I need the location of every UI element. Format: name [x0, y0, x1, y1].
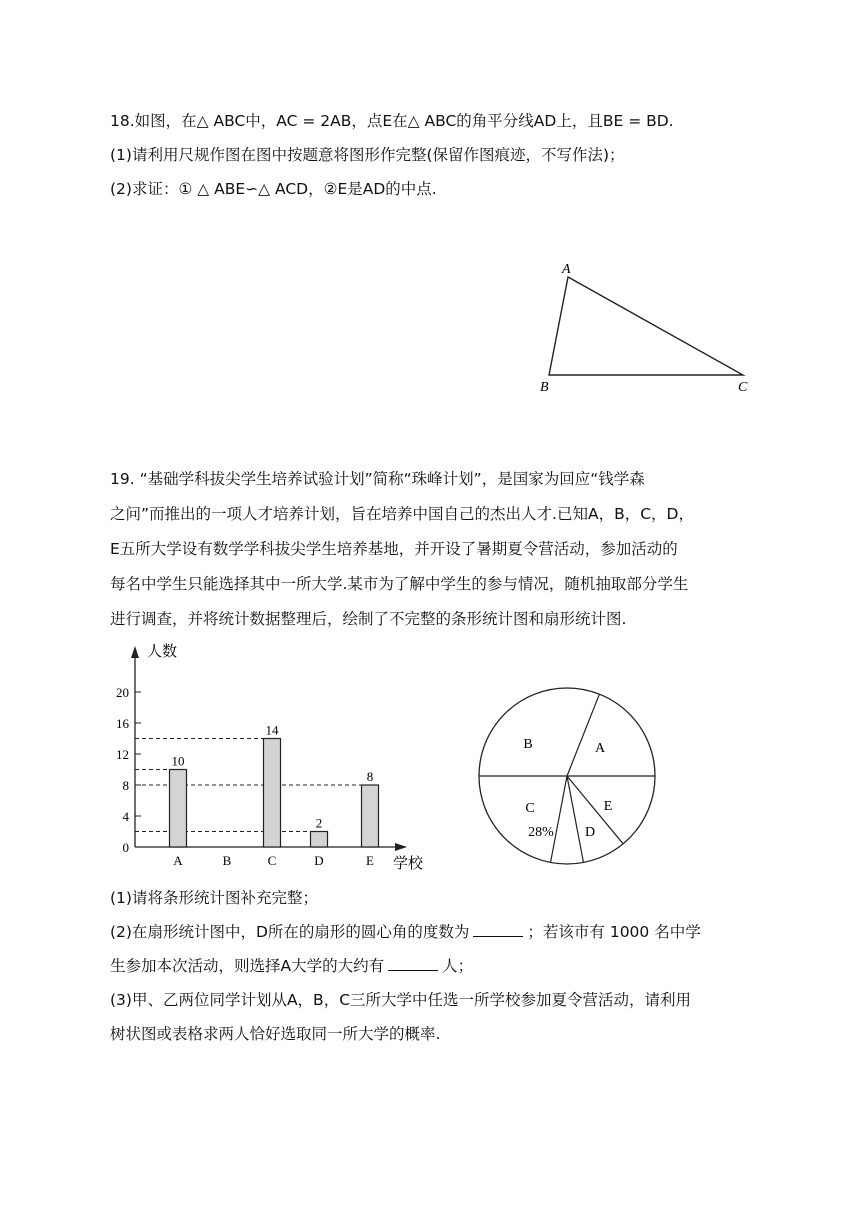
q18-line-2: (1)请利用尺规作图在图中按题意将图形作完整(保留作图痕迹，不写作法)； [110, 146, 625, 164]
y-tick-label: 8 [122, 778, 129, 793]
pie-slice-boundary [567, 694, 599, 776]
y-axis-label: 人数 [147, 644, 178, 660]
pie-slice-boundary [551, 776, 567, 862]
bar-d [311, 832, 328, 848]
bar-chart [105, 640, 435, 875]
bar-a [170, 770, 187, 848]
answer-blank-d-angle[interactable] [473, 922, 523, 937]
y-axis-arrow [131, 646, 139, 658]
q19-sub-2a: (2)在扇形统计图中，D所在的扇形的圆心角的度数为 [110, 923, 470, 941]
pie-label-b: B [523, 737, 533, 752]
q19-sub-2c: 生参加本次活动，则选择A大学的大约有 [110, 957, 385, 975]
category-label-c: C [267, 853, 277, 868]
label-a: A [562, 262, 571, 277]
pie-slice-boundary [567, 776, 583, 862]
x-axis-label: 学校 [393, 856, 424, 872]
bar-e [362, 785, 379, 847]
category-label-b: B [222, 853, 232, 868]
q19-line-5: 进行调查，并将统计数据整理后，绘制了不完整的条形统计图和扇形统计图. [110, 610, 627, 628]
y-tick-label: 0 [122, 840, 129, 855]
y-tick-label: 20 [116, 685, 129, 700]
pie-label-a: A [594, 741, 606, 756]
pie-label-d: D [584, 825, 596, 840]
q19-sub-2d: 人； [442, 957, 474, 975]
q19-sub-2-line-1 [110, 922, 701, 942]
category-label-d: D [314, 853, 324, 868]
q19-sub-2b: ；若该市有 1000 名中学 [527, 923, 701, 941]
data-label-d: 2 [315, 815, 323, 831]
label-b: B [540, 380, 549, 395]
category-label-a: A [173, 853, 183, 868]
q18-line-3: (2)求证：① △ ABE∽△ ACD，②E是AD的中点. [110, 180, 437, 198]
category-label-e: E [366, 853, 374, 868]
x-axis-arrow [395, 843, 407, 851]
pie-chart [470, 680, 670, 865]
q19-line-3: E五所大学设有数学学科拔尖学生培养基地，并开设了暑期夏令营活动，参加活动的 [110, 540, 678, 558]
q19-sub-3-line-1: (3)甲、乙两位同学计划从A，B，C三所大学中任选一所学校参加夏令营活动，请利用 [110, 991, 692, 1009]
triangle-abc [549, 277, 743, 375]
pie-label-c: C [525, 801, 535, 816]
bar-c [264, 739, 281, 848]
answer-blank-a-count[interactable] [388, 956, 438, 971]
y-tick-label: 16 [116, 716, 129, 731]
q19-line-4: 每名中学生只能选择其中一所大学.某市为了解中学生的参与情况，随机抽取部分学生 [110, 575, 689, 593]
pie-percent-c: 28% [528, 825, 554, 840]
q18-line-1: 18.如图，在△ ABC中，AC = 2AB，点E在△ ABC的角平分线AD上，且BE = BD. [110, 112, 674, 130]
data-label-c: 14 [265, 722, 279, 738]
triangle-figure [530, 255, 760, 400]
y-tick-label: 12 [116, 747, 129, 762]
y-tick-label: 4 [122, 809, 129, 824]
q19-sub-1: (1)请将条形统计图补充完整； [110, 889, 318, 907]
q19-sub-3-line-2: 树状图或表格求两人恰好选取同一所大学的概率. [110, 1025, 441, 1043]
q19-line-1: 19. “基础学科拔尖学生培养试验计划”简称“珠峰计划”，是国家为回应“钱学森 [110, 470, 645, 488]
data-label-e: 8 [366, 769, 374, 784]
data-label-a: 10 [171, 753, 185, 769]
q19-sub-2-line-2 [110, 956, 473, 976]
label-c: C [738, 380, 748, 395]
pie-label-e: E [603, 799, 613, 814]
q19-line-2: 之问”而推出的一项人才培养计划，旨在培养中国自己的杰出人才.已知A，B，C，D， [110, 505, 694, 523]
